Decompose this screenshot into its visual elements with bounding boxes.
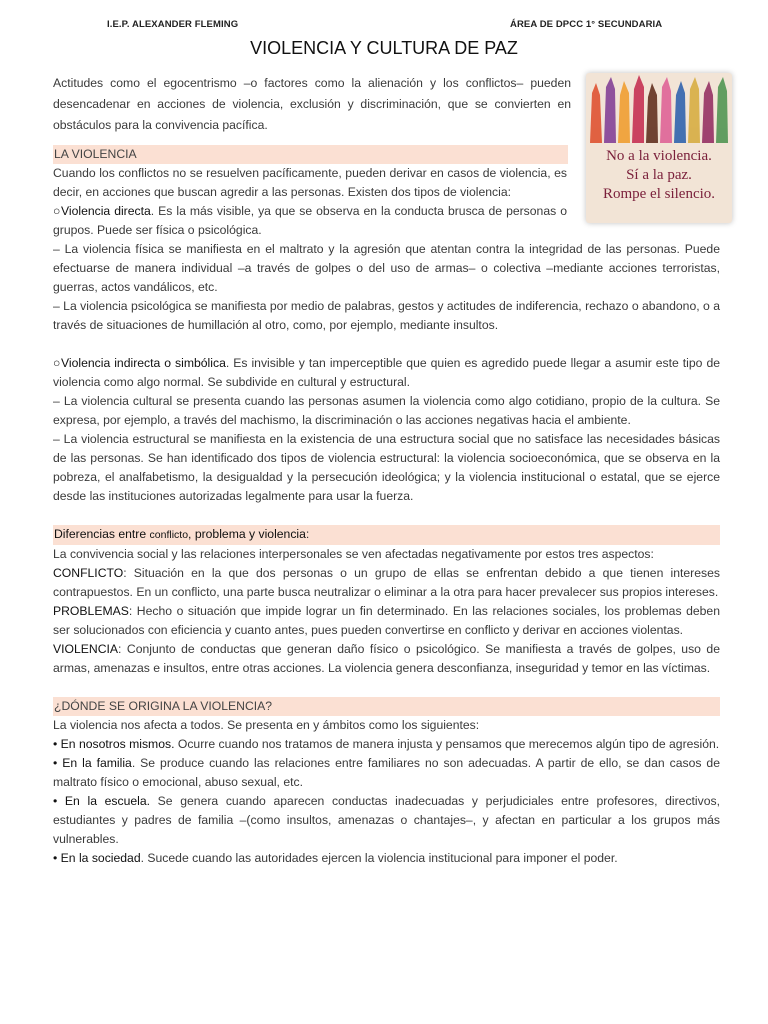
- section-heading-origen: ¿DÓNDE SE ORIGINA LA VIOLENCIA?: [53, 697, 720, 716]
- poster-line-2: Sí a la paz.: [626, 167, 692, 183]
- document-body: [53, 145, 720, 868]
- school-name: I.E.P. ALEXANDER FLEMING: [107, 19, 239, 30]
- list-item-society: • En la sociedad. Sucede cuando las autoridades ejercen la violencia institucional para imponer el poder.: [53, 851, 618, 865]
- indirect-violence-paragraph: ○Violencia indirecta o simbólica. Es invisible y tan imperceptible que quien es agredido puede llegar a asumir este tipo de violencia como algo normal. Se subdivide en cultural y estructural.: [53, 356, 721, 389]
- conflict-definition: CONFLICTO: Situación en la que dos personas o un grupo de ellas se enfrentan debido a que tienen intereses contrapuestos. En un conflicto, una parte busca neutralizar o eliminar a la otra para hacer prevalecer sus propios intereses.: [53, 566, 720, 599]
- poster-line-3: Rompe el silencio.: [602, 186, 716, 202]
- indirect-violence-label: Violencia indirecta o simbólica: [60, 356, 226, 370]
- course-area: ÁREA DE DPCC 1° SECUNDARIA: [510, 19, 663, 30]
- list-item-ourselves: • En nosotros mismos. Ocurre cuando nos tratamos de manera injusta y pensamos que merecemos algún tipo de agresión.: [53, 737, 720, 751]
- structural-violence-paragraph: – La violencia estructural se manifiesta en la existencia de una estructura social que no satisface las necesidades básicas de las personas. Se han identificado dos tipos de violencia estructural: la violencia socioeconómica, que se observa en la pobreza, el analfabetismo, la desigualdad y la persecución ideológica; y la violencia institucional o estatal, que se ejerce desde las instituciones autorizadas legalmente para usar la fuerza.: [53, 432, 720, 503]
- intro-paragraph: Actitudes como el egocentrismo –o factores como la alienación y los conflictos– pueden desencadenar en acciones de violencia, exclusión y discriminación, que se convierten en obstáculos para la convivencia pacífica.: [53, 76, 571, 132]
- direct-violence-paragraph: ○Violencia directa. Es la más visible, ya que se observa en la conducta brusca de personas o grupos. Puede ser física o psicológica.: [53, 204, 567, 237]
- problems-definition: PROBLEMAS: Hecho o situación que impide lograr un fin determinado. En las relaciones sociales, los problemas deben ser solucionados con eficiencia y cuanto antes, pues pueden convertirse en conflicto y derivar en acciones violentas.: [53, 604, 720, 637]
- differences-intro: La convivencia social y las relaciones interpersonales se ven afectadas negativamente por estos tres aspectos:: [53, 547, 654, 561]
- direct-violence-label: Violencia directa: [60, 204, 151, 218]
- page-title: VIOLENCIA Y CULTURA DE PAZ: [250, 38, 518, 58]
- list-item-school: • En la escuela. Se genera cuando aparecen conductas inadecuadas y perjudiciales entre profesores, directivos, estudiantes y padres de familia –(como insultos, amenazas o chantajes–, y afectan en particular a los grupos más vulnerables.: [53, 794, 720, 846]
- problems-label: PROBLEMAS: [53, 604, 129, 618]
- section-heading-diferencias: Diferencias entre conflicto, problema y violencia:: [53, 525, 720, 545]
- list-item-family: • En la familia. Se produce cuando las relaciones entre familiares no son adecuadas. A partir de ello, se dan casos de maltrato físico o emocional, abuso sexual, etc.: [53, 756, 720, 789]
- origin-intro: La violencia nos afecta a todos. Se presenta en y ámbitos como los siguientes:: [53, 718, 480, 732]
- psychological-violence-paragraph: – La violencia psicológica se manifiesta por medio de palabras, gestos y actitudes de indiferencia, rechazo o abandono, o a través de situaciones de humillación al otro, como, por ejemplo, mediante insultos.: [53, 299, 720, 332]
- conflict-label: CONFLICTO: [53, 566, 124, 580]
- physical-violence-paragraph: – La violencia física se manifiesta en el maltrato y la agresión que atentan contra la integridad de las personas. Puede efectuarse de manera individual –a través de golpes o del uso de armas– o colectiva –mediante acciones terroristas, guerras, actos vandálicos, etc.: [53, 242, 720, 294]
- cultural-violence-paragraph: – La violencia cultural se presenta cuando las personas asumen la violencia como algo cotidiano, propio de la cultura. Se expresa, por ejemplo, a través del machismo, la discriminación o las acciones negativas hacia el ambiente.: [53, 394, 720, 427]
- violence-label: VIOLENCIA: [53, 642, 119, 656]
- poster-line-1: No a la violencia.: [606, 148, 712, 164]
- section-heading-la-violencia: LA VIOLENCIA: [53, 145, 568, 164]
- violence-definition: VIOLENCIA: Conjunto de conductas que generan daño físico o psicológico. Se manifiesta a través de golpes, uso de armas, amenazas e insultos, entre otras acciones. La violencia genera desconfianza, inseguridad y temor en las víctimas.: [53, 642, 720, 675]
- violence-definition-paragraph: Cuando los conflictos no se resuelven pacíficamente, pueden derivar en casos de violencia, es decir, en acciones que buscan agredir a las personas. Existen dos tipos de violencia:: [53, 166, 567, 199]
